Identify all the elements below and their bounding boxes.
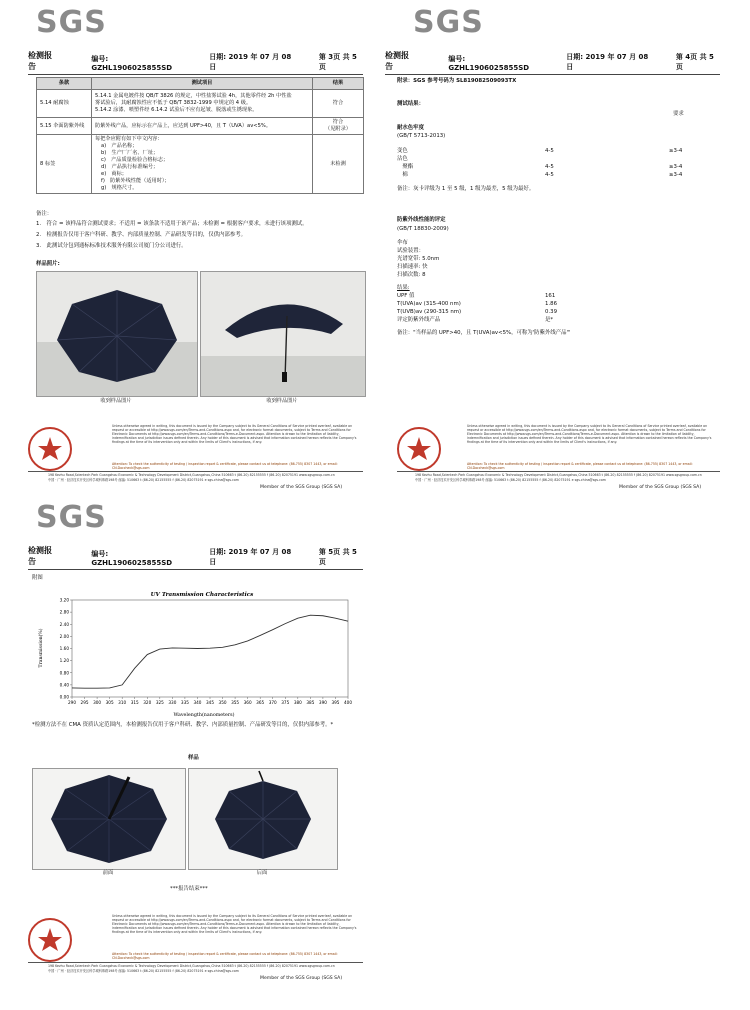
y-tick-label: 3.20 [59, 597, 69, 603]
fastness-title: 耐水色牢度 [397, 125, 424, 131]
col-header-clause: 条款 [37, 78, 92, 90]
fastness-label: 沾色 [397, 156, 408, 162]
x-tick-label: 305 [105, 700, 114, 705]
sample-photo-front [32, 768, 186, 870]
chart-xlabel: Wavelength(nanometers) [173, 713, 235, 718]
footer-address: 198 Kezhu Road,Scientech Park Guangzhou Economic & Technology Development District,Guangzhou,China 510663 t (86-20) 82155555 f (86-20) 82075191 www.sgsgroup.com.cn [48, 473, 335, 477]
report-page-3 [28, 5, 363, 495]
photos-title: 样品照片: [36, 261, 60, 267]
col-header-result: 结果 [313, 78, 364, 90]
uv-sample: 伞布 [397, 240, 408, 246]
item-line: f) 防紫外线性能（适用时）； [101, 178, 170, 185]
uv-result-label: T(UVA)av (315-400 nm) [397, 301, 461, 307]
report-number: 编号: GZHL1906025855SD [91, 55, 173, 72]
table-row [37, 135, 364, 194]
note-item: 3. 此测试分包到通标标准技术服务有限公司厦门分公司进行。 [36, 243, 187, 249]
fastness-req: ≥3-4 [669, 164, 683, 170]
appendix-ref: 附录：SGS 参考号码为 SL819082509093TX [397, 78, 517, 84]
page-header [28, 50, 363, 75]
photo-caption: 收到样品图片 [266, 398, 298, 404]
page-number: 第 5页 共 5页 [318, 548, 357, 566]
x-tick-label: 400 [344, 700, 352, 705]
photo-caption: 收到样品图片 [100, 398, 132, 404]
photo-caption: 前面 [102, 870, 114, 876]
x-tick-label: 390 [318, 700, 327, 705]
sample-photo-2 [200, 271, 366, 397]
x-tick-label: 350 [218, 700, 227, 705]
report-date: 日期: 2019 年 07 月 08 日 [209, 548, 292, 566]
fastness-note: 备注：灰卡评级为 1 至 5 级，1 级为最差，5 级为最好。 [397, 186, 535, 192]
uv-result-value: 161 [545, 293, 556, 299]
umbrella-front-image [33, 769, 185, 869]
item-line: 雾试验后，其耐腐蚀性应不低于 QB/T 3832-1999 中规定的 4 级。 [95, 99, 252, 106]
y-tick-label: 2.00 [59, 633, 69, 639]
company-seal [28, 427, 72, 471]
uv-setting: 光谱宽带: 5.0nm [397, 256, 440, 262]
x-tick-label: 365 [256, 700, 265, 705]
note-item: 1. 符合 = 该样品符合测试要求；不适用 = 该条款不适用于该产品；未检测 = 根据客户要求，未进行该项测试。 [36, 221, 308, 227]
figure-label: 附图 [32, 575, 43, 581]
report-page-4 [385, 5, 720, 495]
y-tick-label: 1.20 [59, 658, 69, 664]
col-header-item: 测试项目 [92, 78, 313, 90]
chart-title: UV Transmission Characteristics [150, 592, 254, 598]
y-tick-label: 0.80 [59, 670, 69, 676]
x-tick-label: 295 [80, 700, 89, 705]
footer-divider [28, 471, 363, 472]
y-tick-label: 2.80 [59, 609, 69, 615]
clause-cell: 5.14 耐腐蚀 [37, 90, 92, 118]
x-tick-label: 355 [231, 700, 240, 705]
result-cell: 符合 [313, 90, 364, 118]
red-star-icon [30, 429, 70, 469]
umbrella-back-image [189, 769, 337, 869]
sgs-logo: SGS [36, 500, 107, 535]
sample-photo-back [188, 768, 338, 870]
footer-divider [397, 471, 720, 472]
sample-title: 样品 [188, 755, 199, 761]
x-tick-label: 375 [281, 700, 290, 705]
report-page-5 [28, 500, 363, 1005]
item-cell: 防紫外线产品，应标示在产品上，应达到 UPF>40，且 T（UVA）av<5%。 [92, 118, 313, 135]
x-tick-label: 340 [193, 700, 202, 705]
result-line: 符合 [332, 119, 344, 125]
x-tick-label: 360 [243, 700, 252, 705]
red-star-icon [30, 920, 70, 960]
note-item: 2. 检测报告仅用于客户科研、教学、内部质量控制、产品研发等目的，仅供内部参考。 [36, 232, 246, 238]
page-header [28, 545, 363, 570]
x-tick-label: 370 [268, 700, 277, 705]
x-tick-label: 385 [306, 700, 315, 705]
company-seal [397, 427, 441, 471]
x-tick-label: 300 [93, 700, 102, 705]
footer-address: 198 Kezhu Road,Scientech Park Guangzhou Economic & Technology Development District,Guangzhou,China 510663 t (86-20) 82155555 f (86-20) 82075191 www.sgsgroup.com.cn [48, 964, 335, 968]
x-tick-label: 315 [130, 700, 139, 705]
result-cell: 未检测 [313, 135, 364, 194]
item-line: c) 产品质量检验合格标志； [101, 157, 169, 164]
footer-divider [28, 962, 363, 963]
table-row [37, 90, 364, 118]
umbrella-open-side-image [201, 272, 365, 396]
company-seal [28, 918, 72, 962]
fastness-value: 4-5 [545, 172, 554, 178]
clause-cell: 8 标签 [37, 135, 92, 194]
uv-note: 备注："当样品的 UPF>40，且 T(UVA)av<5%，可称为'防紫外线产品'" [397, 330, 571, 336]
item-line: a) 产品名称； [101, 143, 138, 150]
report-number: 编号: GZHL1906025855SD [448, 55, 530, 72]
uv-result-label: UPF 值 [397, 293, 415, 299]
footer-disclaimer: Unless otherwise agreed in writing, this document is issued by the Company subject to its General Conditions of Service printed overleaf, available on request or accessible at http://www.sgs.com/en/Terms-and-Conditions.aspx and, for electronic format documents, subject to Terms and Conditions for Electronic Documents at http://www.sgs.com/en/Terms-and-Conditions/Terms-e-Document.aspx. Attention is drawn to the limitation of liability, indemnification and jurisdiction issues defined therein. Any holder of this document is advised that information contained hereon reflects the Company's findings at the time of its intervention only and within the limits of Client's instructions, if any. [112, 424, 357, 444]
results-title: 测试结果： [397, 101, 424, 107]
notes-title: 备注： [36, 211, 53, 217]
sgs-logo: SGS [36, 5, 107, 40]
item-line: e) 商标； [101, 171, 127, 178]
footer-address-cn: 中国 · 广州 · 经济技术开发区科学城科珠路198号 邮编: 510663 t (86-20) 82155555 f (86-20) 82075191 e sgs.china@sgs.com [48, 478, 239, 482]
report-number: 编号: GZHL1906025855SD [91, 550, 173, 567]
footer-address: 198 Kezhu Road,Scientech Park Guangzhou Economic & Technology Development District,Guangzhou,China 510663 t (86-20) 82155555 f (86-20) 82075191 www.sgsgroup.com.cn [415, 473, 702, 477]
x-tick-label: 345 [206, 700, 214, 705]
fastness-label: 棉 [397, 172, 408, 178]
sgs-member: Member of the SGS Group (SGS SA) [619, 485, 702, 490]
footer-attention: Attention: To check the authenticity of testing / inspection report & certificate, please contact us at telephone: (86-755) 8307 1443, or email: CN.Doccheck@sgs.com [112, 952, 338, 960]
uv-result-title: 结果: [397, 285, 410, 291]
chart-ylabel: Transmission(%) [39, 628, 44, 668]
uv-transmission-chart [32, 582, 352, 722]
report-date: 日期: 2019 年 07 月 08 日 [566, 53, 649, 71]
result-cell [313, 118, 364, 135]
uv-setting: 扫描次数: 8 [397, 272, 426, 278]
results-table [36, 77, 364, 194]
footer-attention: Attention: To check the authenticity of testing / inspection report & certificate, please contact us at telephone: (86-755) 8307 1443, or email: CN.Doccheck@sgs.com [467, 462, 693, 470]
uv-result-value: 是* [545, 317, 554, 323]
uv-result-label: 评定防紫外线产品 [397, 317, 441, 323]
item-line: d) 产品执行标准编号； [101, 164, 159, 171]
x-tick-label: 320 [143, 700, 152, 705]
item-cell [92, 90, 313, 118]
requirement-label: 要求 [673, 111, 684, 117]
uv-title: 防紫外线性能的评定 [397, 217, 446, 223]
x-tick-label: 335 [180, 700, 189, 705]
sgs-member: Member of the SGS Group (SGS SA) [260, 976, 343, 981]
clause-cell: 5.15 伞面防紫外线 [37, 118, 92, 135]
uv-setting: 试验装置： [397, 248, 424, 254]
item-line: 每把伞应附有如下中文内容： [95, 136, 163, 143]
fastness-value: 4-5 [545, 164, 554, 170]
cma-note: *检测方法不在 CMA 资质认定范围内，本检测报告仅用于客户科研、教学、内部质量控制、产品研发等目的，仅供内部参考。* [32, 722, 334, 728]
x-tick-label: 325 [155, 700, 164, 705]
report-title: 检测报告 [28, 51, 52, 71]
red-star-icon [399, 429, 439, 469]
report-end: ***报告结束*** [170, 886, 208, 892]
fastness-req: ≥3-4 [669, 172, 683, 178]
result-line: （见附录） [325, 126, 351, 133]
uv-result-value: 0.39 [545, 309, 558, 315]
item-line: 5.14.2 涂漆、喷塑件经 6.14.2 试验后不应有起皱、脱落或生锈现象。 [95, 107, 258, 113]
fastness-standard: (GB/T 5713-2013) [397, 133, 446, 139]
x-tick-label: 395 [331, 700, 340, 705]
y-tick-label: 2.40 [59, 621, 69, 627]
uv-result-value: 1.86 [545, 301, 558, 307]
x-tick-label: 330 [168, 700, 177, 705]
x-tick-label: 310 [118, 700, 127, 705]
footer-address-cn: 中国 · 广州 · 经济技术开发区科学城科珠路198号 邮编: 510663 t (86-20) 82155555 f (86-20) 82075191 e sgs.china@sgs.com [415, 478, 606, 482]
fastness-req: ≥3-4 [669, 148, 683, 154]
chart-series [72, 615, 348, 688]
item-line: b) 生产厂厂名、厂址； [101, 150, 159, 157]
item-line: 5.14.1 金属电镀件按 QB/T 3826 的规定，中性盐雾试验 4h，其他零件经 2h 中性盐 [95, 92, 292, 99]
item-line: g) 规格尺寸。 [101, 185, 138, 192]
x-tick-label: 380 [293, 700, 302, 705]
x-tick-label: 290 [68, 700, 76, 705]
footer-disclaimer: Unless otherwise agreed in writing, this document is issued by the Company subject to its General Conditions of Service printed overleaf, available on request or accessible at http://www.sgs.com/en/Terms-and-Conditions.aspx and, for electronic format documents, subject to Terms and Conditions for Electronic Documents at http://www.sgs.com/en/Terms-and-Conditions/Terms-e-Document.aspx. Attention is drawn to the limitation of liability, indemnification and jurisdiction issues defined therein. Any holder of this document is advised that information contained hereon reflects the Company's findings at the time of its intervention only and within the limits of Client's instructions, if any. [112, 914, 357, 934]
y-tick-label: 1.60 [59, 646, 69, 651]
uv-result-label: T(UVB)av (290-315 nm) [397, 309, 462, 315]
report-date: 日期: 2019 年 07 月 08 日 [209, 53, 292, 71]
umbrella-closed-top-image [37, 272, 197, 396]
footer-attention: Attention: To check the authenticity of testing / inspection report & certificate, please contact us at telephone: (86-755) 8307 1443, or email: CN.Doccheck@sgs.com [112, 462, 338, 470]
page-number: 第 4页 共 5页 [675, 53, 714, 71]
fastness-value: 4-5 [545, 148, 554, 154]
y-tick-label: 0.00 [59, 694, 69, 700]
uv-setting: 扫描速率: 快 [397, 264, 428, 270]
uv-standard: (GB/T 18830-2009) [397, 226, 449, 232]
report-title: 检测报告 [28, 546, 52, 566]
sgs-logo: SGS [413, 5, 484, 40]
footer-disclaimer: Unless otherwise agreed in writing, this document is issued by the Company subject to its General Conditions of Service printed overleaf, available on request or accessible at http://www.sgs.com/en/Terms-and-Conditions.aspx and, for electronic format documents, subject to Terms and Conditions for Electronic Documents at http://www.sgs.com/en/Terms-and-Conditions/Terms-e-Document.aspx. Attention is drawn to the limitation of liability, indemnification and jurisdiction issues defined therein. Any holder of this document is advised that information contained hereon reflects the Company's findings at the time of its intervention only and within the limits of Client's instructions, if any. [467, 424, 712, 444]
sgs-member: Member of the SGS Group (SGS SA) [260, 485, 343, 490]
table-row [37, 118, 364, 135]
report-title: 检测报告 [385, 51, 409, 71]
chart-xticks [68, 697, 352, 705]
y-tick-label: 0.40 [59, 682, 69, 688]
page-header [385, 50, 720, 75]
fastness-label: 聚酯 [397, 164, 414, 170]
fastness-label: 变色 [397, 148, 408, 154]
transmission-line [72, 615, 348, 688]
item-cell [92, 135, 313, 194]
sample-photo-1 [36, 271, 198, 397]
footer-address-cn: 中国 · 广州 · 经济技术开发区科学城科珠路198号 邮编: 510663 t (86-20) 82155555 f (86-20) 82075191 e sgs.china@sgs.com [48, 969, 239, 973]
table-header-row [37, 78, 364, 90]
chart-yticks [60, 598, 72, 700]
page-number: 第 3页 共 5页 [318, 53, 357, 71]
photo-caption: 后面 [256, 870, 268, 876]
